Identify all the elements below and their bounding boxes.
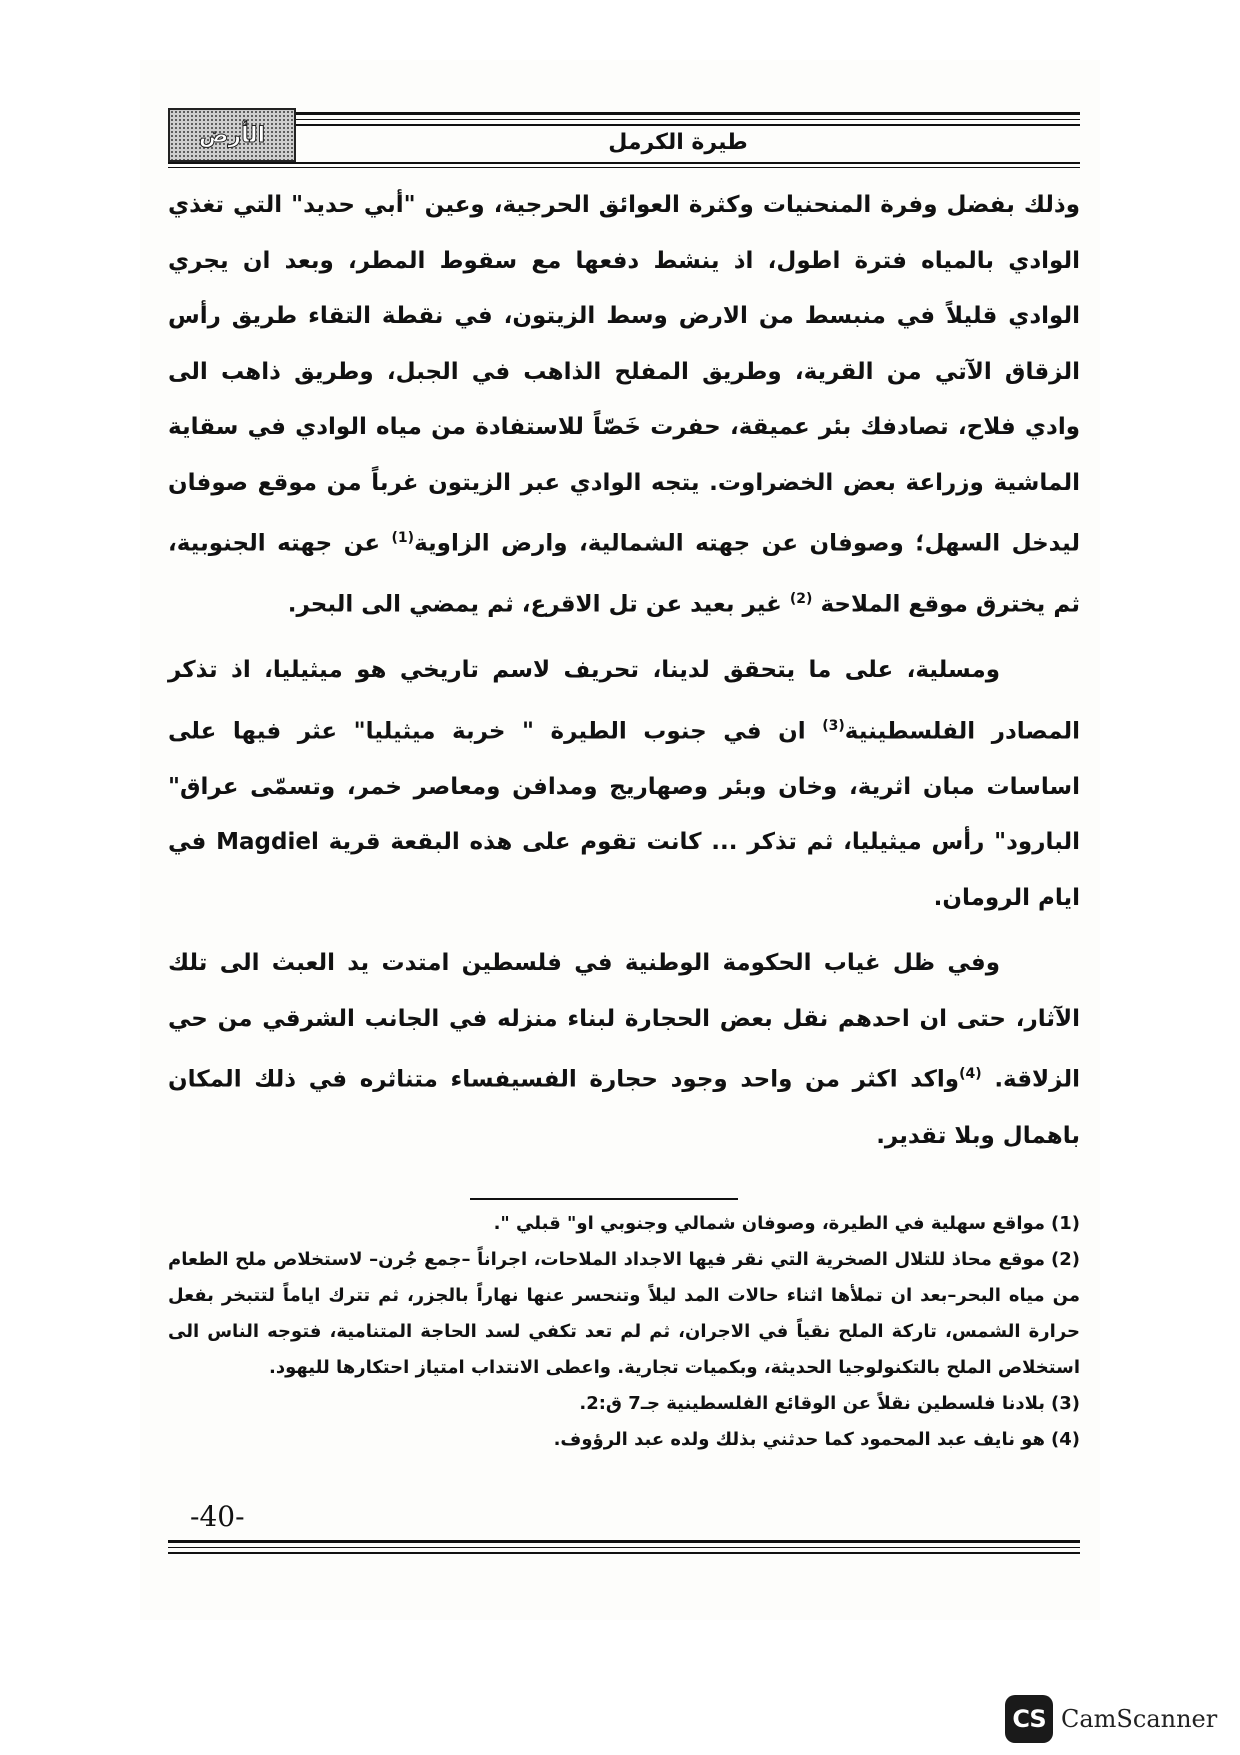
running-title: طيرة الكرمل <box>608 130 748 155</box>
footnote-2: (2)موقع محاذ للتلال الصخرية التي نقر فيها الاجداد الملاحات، اجراناً –جمع جُرن– لاستخلاص ملح الطعام من مياه البحر–بعد ان تملأها اثناء حالات المد ليلاً وتنحسر عنها نهاراً بالجزر، ثم تترك اياماً لتتبخر بفعل حرارة الشمس، تاركة الملح نقياً في الاجران، ثم لم تعد تكفي لسد الحاجة المتنامية، فتوجه الناس الى استخلاص الملح بالتكنولوجيا الحديثة، وبكميات تجارية. واعطى الانتداب امتياز احتكارها لليهود. <box>168 1249 1080 1378</box>
footnote-ref-4: (4) <box>959 1066 982 1083</box>
footnote-separator <box>470 1198 738 1200</box>
footnote-ref-2: (2) <box>789 591 813 608</box>
section-badge-label: الأرض <box>198 122 266 148</box>
section-badge <box>168 108 296 162</box>
camscanner-label: CamScanner <box>1061 1705 1218 1733</box>
page-number: -40- <box>190 1500 245 1533</box>
paragraph-2: ومسلية، على ما يتحقق لدينا، تحريف لاسم تاريخي هو ميثيليا، اذ تذكر المصادر الفلسطينية$^{(3)}$ ان في جنوب الطيرة " خربة ميثيليا" عثر فيها على اساسات مبان اثرية، وخان وبئر وصهاريج ومدافن ومعاصر خمر، وتسمّى عراق" البارود" رأس ميثيليا، ثم تذكر ... كانت تقوم على هذه البقعة قرية Magdiel في ايام الرومان. <box>168 657 1081 911</box>
footnote-4: (4)هو نايف عبد المحمود كما حدثني بذلك ولده عبد الرؤوف. <box>553 1429 1080 1450</box>
paragraph-1: وذلك بفضل وفرة المنحنيات وكثرة العوائق الحرجية، وعين "أبي حديد" التي تغذي الوادي بالمياه فترة اطول، اذ ينشط دفعها مع سقوط المطر، وبعد ان يجري الوادي قليلاً في منبسط من الارض وسط الزيتون، في نقطة التقاء طريق رأس الزقاق الآتي من القرية، وطريق المفلح الذاهب في الجبل، وطريق ذاهب الى وادي فلاح، تصادفك بئر عميقة، حفرت خَصّاً للاستفادة من مياه الوادي في سقاية الماشية وزراعة بعض الخضراوت. يتجه الوادي عبر الزيتون غرباً من موقع صوفان ليدخل السهل؛ وصوفان عن جهته الشمالية، وارض الزاوية$^{(1)}$ عن جهته الجنوبية، ثم يخترق موقع الملاحة $^{(2)}$ غير بعيد عن تل الاقرع، ثم يمضي الى البحر. <box>168 192 1080 618</box>
header-rules <box>296 112 1080 130</box>
header-divider-thin <box>168 167 1080 168</box>
camscanner-logo-icon: CS <box>1005 1695 1053 1743</box>
header-divider <box>168 162 1080 164</box>
page-header <box>168 108 1080 168</box>
footnote-ref-3: (3) <box>822 717 845 734</box>
body-text <box>168 178 1080 1164</box>
footnote-3: (3)بلادنا فلسطين نقلاً عن الوقائع الفلسطينية جـ7 ق:2. <box>579 1393 1080 1414</box>
footer-rules <box>168 1540 1080 1558</box>
footnotes <box>168 1206 1080 1458</box>
camscanner-watermark <box>1005 1695 1217 1743</box>
footnote-1: (1)مواقع سهلية في الطيرة، وصوفان شمالي وجنوبي او" قبلي ". <box>493 1213 1080 1234</box>
footnote-ref-1: (1) <box>391 530 415 546</box>
paragraph-3: وفي ظل غياب الحكومة الوطنية في فلسطين امتدت يد العبث الى تلك الآثار، حتى ان احدهم نقل بعض الحجارة لبناء منزله في الجانب الشرقي من حي الزلاقة. $^{(4)}$واكد اكثر من واحد وجود حجارة الفسيفساء متناثره في ذلك المكان باهمال وبلا تقدير. <box>168 950 1081 1149</box>
